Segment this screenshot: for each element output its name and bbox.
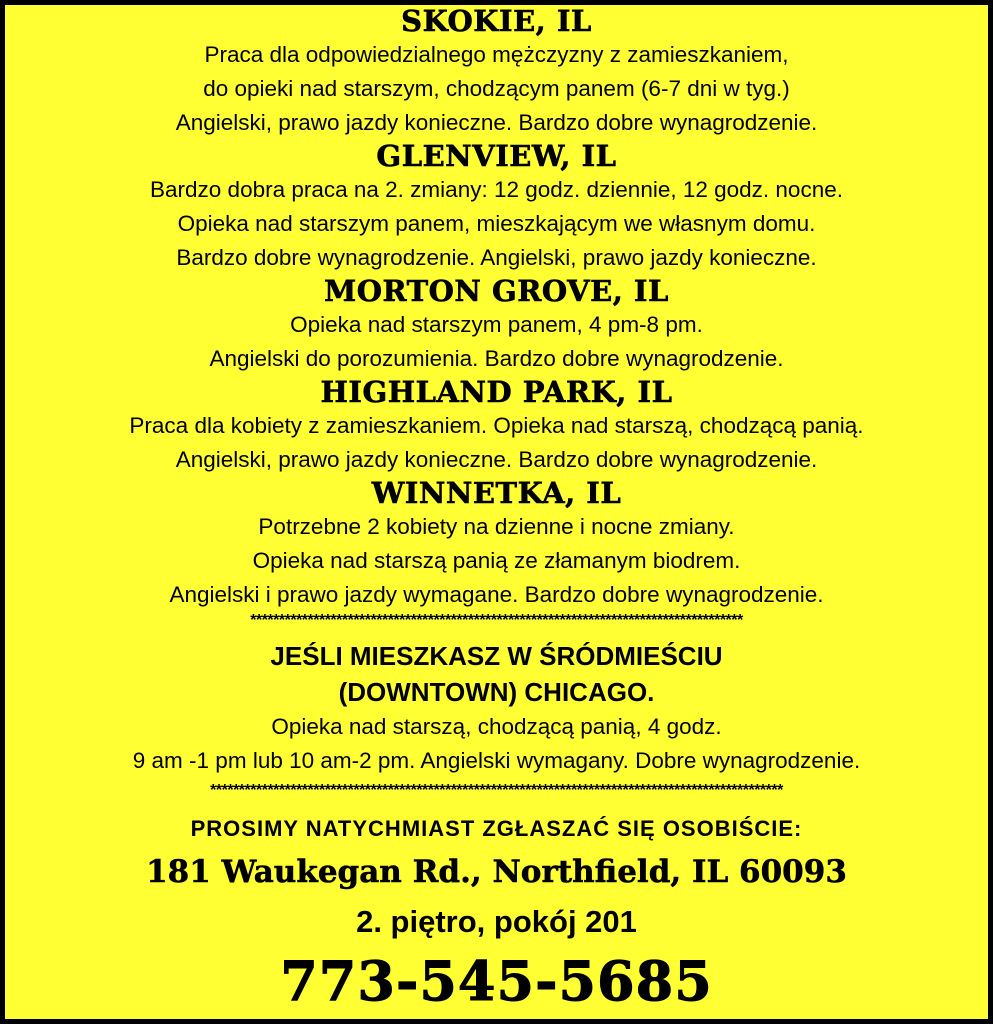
contact-block: [5, 812, 988, 1014]
section-winnetka: [5, 477, 988, 612]
phone-number: 773-545-5685: [280, 949, 713, 1013]
section-heading: SKOKIE, IL: [401, 4, 592, 38]
section-line: Angielski, prawo jazdy konieczne. Bardzo dobre wynagrodzenie.: [175, 110, 818, 135]
downtown-title-line: JEŚLI MIESZKASZ W ŚRÓDMIEŚCIU: [270, 641, 723, 671]
asterisk-separator: ****************************************************************************************************: [210, 784, 783, 799]
section-glenview: [5, 140, 988, 275]
section-line: 9 am -1 pm lub 10 am-2 pm. Angielski wymagany. Dobre wynagrodzenie.: [132, 748, 861, 773]
section-morton-grove: [5, 275, 988, 376]
section-heading: HIGHLAND PARK, IL: [320, 375, 673, 409]
section-heading: WINNETKA, IL: [371, 476, 622, 510]
section-line: Angielski, prawo jazdy konieczne. Bardzo dobre wynagrodzenie.: [175, 447, 818, 472]
section-heading: MORTON GROVE, IL: [324, 274, 669, 308]
section-downtown: [5, 638, 988, 778]
section-line: Praca dla kobiety z zamieszkaniem. Opieka nad starszą, chodzącą panią.: [129, 413, 864, 438]
section-line: Praca dla odpowiedzialnego mężczyzny z zamieszkaniem,: [204, 42, 789, 67]
section-line: Bardzo dobre wynagrodzenie. Angielski, prawo jazdy konieczne.: [176, 245, 817, 270]
section-line: Opieka nad starszym panem, 4 pm-8 pm.: [290, 312, 703, 337]
section-line: Angielski do porozumienia. Bardzo dobre wynagrodzenie.: [209, 346, 784, 371]
section-line: Opieka nad starszą, chodzącą panią, 4 godz.: [271, 714, 722, 739]
section-line: Bardzo dobra praca na 2. zmiany: 12 godz. dziennie, 12 godz. nocne.: [150, 177, 843, 202]
asterisk-separator: **************************************************************************************: [250, 614, 743, 629]
section-highland-park: [5, 376, 988, 477]
section-line: Opieka nad starszym panem, mieszkającym we własnym domu.: [177, 211, 816, 236]
section-heading: GLENVIEW, IL: [376, 139, 617, 173]
section-skokie: [5, 5, 988, 140]
section-line: do opieki nad starszym, chodzącym panem (6-7 dni w tyg.): [203, 76, 790, 101]
call-to-action: PROSIMY NATYCHMIAST ZGŁASZAĆ SIĘ OSOBIŚCIE:: [190, 816, 803, 841]
floor-room: 2. piętro, pokój 201: [356, 904, 637, 939]
downtown-title-line: (DOWNTOWN) CHICAGO.: [338, 677, 655, 707]
section-line: Potrzebne 2 kobiety na dzienne i nocne zmiany.: [258, 514, 735, 539]
address: 181 Waukegan Rd., Northfield, IL 60093: [146, 854, 847, 890]
job-advertisement: [2, 2, 991, 1022]
section-line: Angielski i prawo jazdy wymagane. Bardzo dobre wynagrodzenie.: [169, 582, 824, 607]
section-line: Opieka nad starszą panią ze złamanym biodrem.: [252, 548, 741, 573]
